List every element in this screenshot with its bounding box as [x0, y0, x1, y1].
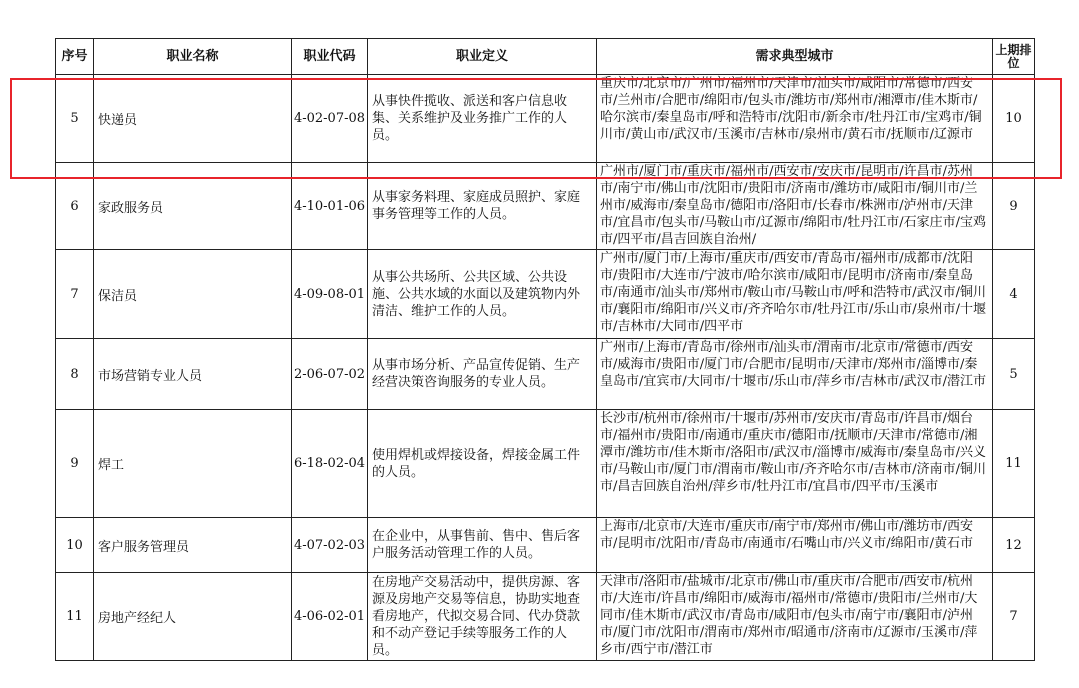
row-definition-cell: [368, 163, 597, 250]
row-cities: 长沙市/杭州市/徐州市/十堰市/苏州市/安庆市/青岛市/许昌市/烟台市/福州市/贵阳市/南通市/重庆市/德阳市/抚顺市/天津市/常德市/湘潭市/潍坊市/佳木斯市/洛阳市/武汉市/淄博市/威海市/秦皇岛市/兴义市/马鞍山市/厦门市/渭南市/鞍山市/齐齐哈尔市/吉林市/济南市/铜川市/昌吉回族自治州/萍乡市/牡丹江市/宜昌市/四平市/玉溪市: [600, 411, 987, 494]
table-row: [56, 250, 1035, 339]
row-occupation-code: 4-02-07-08: [292, 75, 368, 163]
row-cities: 广州市/厦门市/重庆市/福州市/西安市/安庆市/昆明市/许昌市/苏州市/南宁市/佛山市/沈阳市/贵阳市/济南市/潍坊市/咸阳市/铜川市/兰州市/威海市/秦皇岛市/德阳市/洛阳市/长春市/株洲市/泸州市/天津市/宜昌市/包头市/马鞍山市/辽源市/绵阳市/牡丹江市/石家庄市/宝鸡市/四平市/昌吉回族自治州/: [600, 164, 987, 247]
row-occupation-name: 保洁员: [94, 250, 292, 339]
row-cities: 广州市/厦门市/上海市/重庆市/西安市/青岛市/福州市/成都市/沈阳市/贵阳市/大连市/宁波市/哈尔滨市/咸阳市/昆明市/济南市/秦皇岛市/南通市/汕头市/郑州市/鞍山市/马鞍山市/呼和浩特市/武汉市/铜川市/襄阳市/绵阳市/兴义市/齐齐哈尔市/牡丹江市/乐山市/泉州市/十堰市/吉林市/大同市/四平市: [600, 251, 987, 334]
row-cities: 上海市/北京市/大连市/重庆市/南宁市/郑州市/佛山市/潍坊市/西安市/昆明市/沈阳市/青岛市/南通市/石嘴山市/兴义市/绵阳市/黄石市: [600, 519, 974, 551]
row-cities-cell: [597, 410, 993, 518]
row-rank: 5: [993, 339, 1035, 410]
row-cities: 重庆市/北京市/广州市/福州市/天津市/汕头市/咸阳市/常德市/西安市/兰州市/合肥市/绵阳市/包头市/潍坊市/郑州市/湘潭市/佳木斯市/哈尔滨市/秦皇岛市/呼和浩特市/沈阳市/新余市/牡丹江市/宝鸡市/铜川市/黄山市/武汉市/玉溪市/吉林市/泉州市/黄石市/抚顺市/辽源市: [600, 76, 982, 142]
row-rank: 9: [993, 163, 1035, 250]
row-rank: 4: [993, 250, 1035, 339]
row-seq: 8: [56, 339, 94, 410]
row-cities: 天津市/洛阳市/盐城市/北京市/佛山市/重庆市/合肥市/西安市/杭州市/大连市/许昌市/绵阳市/威海市/福州市/常德市/贵阳市/兰州市/大同市/佳木斯市/武汉市/青岛市/咸阳市/包头市/南宁市/襄阳市/泸州市/厦门市/沈阳市/渭南市/郑州市/昭通市/济南市/辽源市/玉溪市/萍乡市/西宁市/潜江市: [600, 574, 978, 657]
row-cities: 广州市/上海市/青岛市/徐州市/汕头市/渭南市/北京市/常德市/西安市/威海市/贵阳市/厦门市/合肥市/昆明市/天津市/郑州市/淄博市/秦皇岛市/宜宾市/大同市/十堰市/乐山市/萍乡市/吉林市/武汉市/潜江市: [600, 340, 987, 389]
row-definition-cell: [368, 410, 597, 518]
row-rank: 7: [993, 573, 1035, 661]
row-occupation-name: 快递员: [94, 75, 292, 163]
row-definition-cell: [368, 339, 597, 410]
row-occupation-code: 4-06-02-01: [292, 573, 368, 661]
header-rank: 上期排位: [993, 39, 1035, 75]
row-definition: 在企业中，从事售前、售中、售后客户服务活动管理工作的人员。: [372, 529, 581, 561]
row-rank: 12: [993, 518, 1035, 573]
row-cities-cell: [597, 573, 993, 661]
occupation-table: [55, 38, 1035, 661]
row-cities-cell: [597, 75, 993, 163]
row-definition: 从事家务料理、家庭成员照护、家庭事务管理等工作的人员。: [372, 190, 581, 222]
table-row: [56, 163, 1035, 250]
table-row: [56, 410, 1035, 518]
row-occupation-code: 4-07-02-03: [292, 518, 368, 573]
row-seq: 7: [56, 250, 94, 339]
row-definition-cell: [368, 518, 597, 573]
row-definition: 从事公共场所、公共区域、公共设施、公共水域的水面以及建筑物内外清洁、维护工作的人员。: [372, 269, 581, 319]
row-cities-cell: [597, 250, 993, 339]
row-occupation-name: 家政服务员: [94, 163, 292, 250]
row-occupation-code: 4-09-08-01: [292, 250, 368, 339]
row-occupation-name: 焊工: [94, 410, 292, 518]
header-code: 职业代码: [292, 39, 368, 75]
row-occupation-code: 6-18-02-04: [292, 410, 368, 518]
header-row: [56, 39, 1035, 75]
row-seq: 9: [56, 410, 94, 518]
row-occupation-name: 房地产经纪人: [94, 573, 292, 661]
header-cities: 需求典型城市: [597, 39, 993, 75]
row-rank: 10: [993, 75, 1035, 163]
row-cities-cell: [597, 518, 993, 573]
row-definition: 从事快件揽收、派送和客户信息收集、关系维护及业务推广工作的人员。: [372, 94, 568, 143]
table-row: [56, 75, 1035, 163]
header-definition: 职业定义: [368, 39, 597, 75]
row-definition: 使用焊机或焊接设备，焊接金属工件的人员。: [372, 447, 581, 480]
table-row: [56, 339, 1035, 410]
table-row: [56, 573, 1035, 661]
row-seq: 6: [56, 163, 94, 250]
row-cities-cell: [597, 339, 993, 410]
row-seq: 10: [56, 518, 94, 573]
row-rank: 11: [993, 410, 1035, 518]
row-occupation-name: 市场营销专业人员: [94, 339, 292, 410]
header-name: 职业名称: [94, 39, 292, 75]
row-occupation-name: 客户服务管理员: [94, 518, 292, 573]
row-definition-cell: [368, 250, 597, 339]
row-seq: 5: [56, 75, 94, 163]
table-row: [56, 518, 1035, 573]
row-cities-cell: [597, 163, 993, 250]
header-seq: 序号: [56, 39, 94, 75]
row-definition: 在房地产交易活动中，提供房源、客源及房地产交易等信息，协助实地查看房地产，代拟交易合同、代办贷款和不动产登记手续等服务工作的人员。: [372, 575, 581, 658]
row-occupation-code: 4-10-01-06: [292, 163, 368, 250]
row-definition-cell: [368, 75, 597, 163]
row-seq: 11: [56, 573, 94, 661]
row-definition-cell: [368, 573, 597, 661]
row-definition: 从事市场分析、产品宣传促销、生产经营决策咨询服务的专业人员。: [372, 358, 581, 390]
row-occupation-code: 2-06-07-02: [292, 339, 368, 410]
